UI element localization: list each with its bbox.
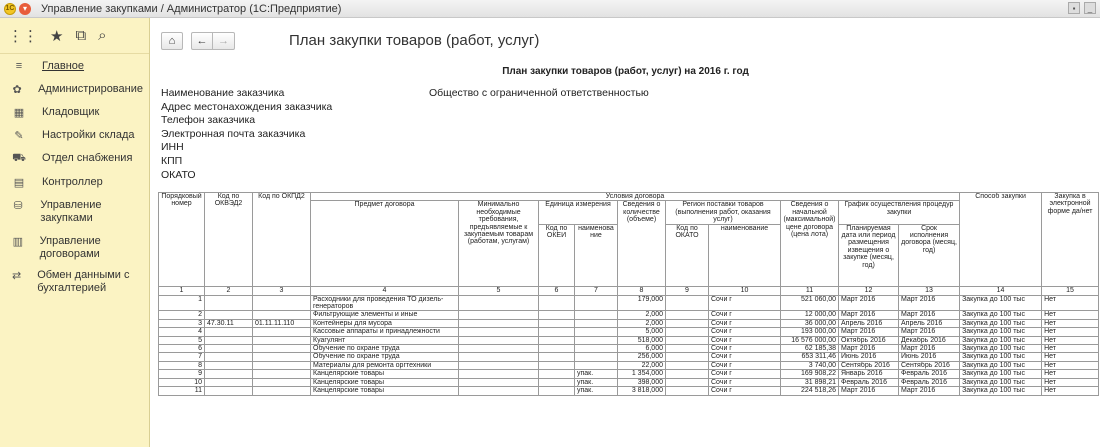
sidebar-item-label: Главное [42,60,85,72]
table-cell[interactable] [253,361,311,369]
sidebar-item[interactable] [0,60,149,73]
sidebar-item[interactable] [0,176,149,189]
back-button[interactable] [191,32,213,50]
table-cell[interactable]: Обучение по охране труда [311,345,459,353]
table-cell[interactable] [253,387,311,395]
table-cell[interactable]: Нет [1042,387,1099,395]
table-cell[interactable]: 01.11.11.110 [253,319,311,327]
document-title: План закупки товаров (работ, услуг) на 2016 г. год [502,66,749,77]
table-row[interactable] [159,345,1099,353]
table-cell[interactable]: 653 311,46 [781,353,839,361]
col-header-unit-name: наименова ние [575,224,618,286]
column-number: 5 [459,286,539,295]
customer-name-value: Общество с ограниченной ответственностью [429,87,649,99]
table-cell[interactable]: Февраль 2016 [899,378,960,386]
table-cell[interactable]: 1 354,000 [618,370,666,378]
table-row[interactable] [159,295,1099,311]
table-cell[interactable]: Нет [1042,361,1099,369]
sidebar-item[interactable] [0,269,149,295]
table-cell[interactable] [459,378,539,386]
arrow-left-icon: ← [196,35,208,47]
table-cell[interactable]: Кассовые аппараты и принадлежности [311,328,459,336]
col-header-okved: Код по ОКВЭД2 [205,193,253,287]
table-cell[interactable] [253,378,311,386]
table-cell[interactable]: 22,000 [618,361,666,369]
table-cell[interactable] [666,295,709,311]
col-header-planned: Планируемая дата или период размещения извещения о закупке (месяц, год) [839,224,899,286]
column-number: 13 [899,286,960,295]
table-cell[interactable]: 169 908,22 [781,370,839,378]
table-cell[interactable]: Сочи г [709,295,781,311]
main-content [151,18,1100,447]
table-cell[interactable]: 31 898,21 [781,378,839,386]
table-cell[interactable] [253,336,311,344]
calc-icon: ▤ [13,177,25,189]
customer-field-label: Адрес местонахождения заказчика [161,100,333,113]
home-button[interactable] [161,32,183,50]
purchase-plan-table [158,192,1099,396]
table-cell[interactable]: Сентябрь 2016 [839,361,899,369]
table-cell[interactable]: 10 [159,378,205,386]
table-cell[interactable]: 2,000 [618,311,666,319]
table-cell[interactable]: Сочи г [709,345,781,353]
table-cell[interactable]: упак. [575,387,618,395]
col-header-okato: Код по ОКАТО [666,224,709,286]
table-cell[interactable]: Закупка до 100 тыс [960,345,1042,353]
col-header-unit-code: Код по ОКЕИ [539,224,575,286]
table-cell[interactable] [666,345,709,353]
sidebar-item-label: Кладовщик [42,106,100,118]
table-cell[interactable] [539,345,575,353]
sidebar-toolbar [0,18,149,54]
col-header-subject: Предмет договора [311,201,459,286]
table-cell[interactable] [666,378,709,386]
table-cell[interactable]: Март 2016 [839,311,899,319]
table-cell[interactable]: Июнь 2016 [899,353,960,361]
col-header-method: Способ закупки [960,193,1042,287]
table-cell[interactable]: 518,000 [618,336,666,344]
column-number: 8 [618,286,666,295]
customer-field-label: Наименование заказчика [161,87,285,99]
col-header-unit: Единица измерения [539,201,618,224]
column-number: 10 [709,286,781,295]
table-cell[interactable] [575,311,618,319]
customer-field-label: ОКАТО [161,168,196,181]
minimize-icon[interactable]: _ [1084,2,1096,14]
table-cell[interactable]: 47.30.11 [205,319,253,327]
table-cell[interactable] [459,361,539,369]
table-cell[interactable] [539,311,575,319]
table-cell[interactable]: упак. [575,370,618,378]
table-cell[interactable]: Февраль 2016 [839,378,899,386]
table-cell[interactable]: 12 000,00 [781,311,839,319]
table-row[interactable] [159,387,1099,395]
table-cell[interactable]: Нет [1042,295,1099,311]
col-header-schedule: График осуществления процедур закупки [839,201,960,224]
table-cell[interactable] [205,345,253,353]
table-row[interactable] [159,319,1099,327]
column-number: 15 [1042,286,1099,295]
table-cell[interactable] [205,387,253,395]
table-row[interactable] [159,353,1099,361]
table-cell[interactable] [575,353,618,361]
table-cell[interactable]: Канцелярские товары [311,387,459,395]
exchange-icon: ⇄ [12,270,22,282]
table-cell[interactable]: Сочи г [709,336,781,344]
sidebar-item-label: Администрирование [38,83,143,95]
table-cell[interactable]: Фильтрующие элементы и иные [311,311,459,319]
table-cell[interactable]: Сочи г [709,319,781,327]
table-cell[interactable]: 193 000,00 [781,328,839,336]
gear-icon: ✿ [12,84,22,96]
sidebar-item-label: Обмен данными с бухгалтерией [37,269,130,294]
table-cell[interactable] [459,319,539,327]
sidebar-item-label: Управление договорами [39,235,101,260]
table-row[interactable] [159,328,1099,336]
table-cell[interactable] [253,328,311,336]
column-number: 14 [960,286,1042,295]
apps-grid-icon[interactable]: ⋮⋮ [8,27,38,45]
table-cell[interactable] [459,370,539,378]
customer-field-label: ИНН [161,141,184,154]
col-header-electronic: Закупка в электронной форме да/нет [1042,193,1099,287]
sidebar-item[interactable] [0,106,149,119]
table-cell[interactable]: Закупка до 100 тыс [960,328,1042,336]
sidebar-item-label: Контроллер [42,176,103,188]
window-titlebar [0,0,1100,18]
col-header-requirements: Минимально необходимые требования, предъявляемые к закупаемым товарам (работам, услугам) [459,201,539,286]
favorites-star-icon[interactable]: ★ [50,27,64,45]
table-cell[interactable]: Нет [1042,311,1099,319]
column-number: 2 [205,286,253,295]
table-cell[interactable]: Закупка до 100 тыс [960,336,1042,344]
list-icon: ≡ [15,60,23,72]
table-row[interactable] [159,336,1099,344]
table-cell[interactable] [575,361,618,369]
table-cell[interactable]: Нет [1042,319,1099,327]
table-cell[interactable] [459,311,539,319]
save-icon[interactable]: ▪ [1068,2,1080,14]
column-number: 6 [539,286,575,295]
sidebar-item[interactable] [0,199,149,225]
table-cell[interactable]: Закупка до 100 тыс [960,319,1042,327]
table-cell[interactable]: Март 2016 [839,295,899,311]
table-cell[interactable]: 9 [159,370,205,378]
table-cell[interactable] [666,361,709,369]
table-cell[interactable] [575,345,618,353]
table-row[interactable] [159,361,1099,369]
table-cell[interactable]: Закупка до 100 тыс [960,387,1042,395]
col-header-okpd: Код по ОКПД2 [253,193,311,287]
customer-field-label: Телефон заказчика [161,114,256,127]
grid-icon: ▦ [13,107,25,119]
table-row[interactable] [159,378,1099,386]
table-cell[interactable]: 16 576 000,00 [781,336,839,344]
table-cell[interactable]: 5,000 [618,328,666,336]
table-cell[interactable] [205,311,253,319]
table-cell[interactable]: 7 [159,353,205,361]
col-header-quantity: Сведения о количестве (объеме) [618,201,666,286]
table-cell[interactable]: 8 [159,361,205,369]
table-cell[interactable] [253,370,311,378]
table-cell[interactable]: 398,000 [618,378,666,386]
column-number: 11 [781,286,839,295]
table-cell[interactable]: 1 [159,295,205,311]
table-cell[interactable]: Сочи г [709,378,781,386]
table-cell[interactable]: Расходники для проведения ТО дизель-генераторов [311,295,459,311]
table-cell[interactable]: 3 740,00 [781,361,839,369]
main-menu-icon[interactable]: ▾ [19,3,31,15]
sidebar-item[interactable] [0,235,149,261]
table-cell[interactable]: 179,000 [618,295,666,311]
table-cell[interactable]: Март 2016 [839,328,899,336]
table-row[interactable] [159,311,1099,319]
table-cell[interactable]: Канцелярские товары [311,370,459,378]
col-header-conditions: Условия договора [311,193,960,201]
arrow-right-icon: → [218,35,229,47]
customer-field-label: Электронная почта заказчика [161,127,306,140]
table-cell[interactable]: Сочи г [709,353,781,361]
table-cell[interactable]: Июнь 2016 [839,353,899,361]
col-header-region: Регион поставки товаров (выполнения работ, оказания услуг) [666,201,781,224]
table-cell[interactable] [539,336,575,344]
table-cell[interactable] [666,336,709,344]
table-cell[interactable]: Куагулянт [311,336,459,344]
column-number: 3 [253,286,311,295]
sections-panel [0,18,150,447]
table-cell[interactable]: Март 2016 [899,295,960,311]
table-cell[interactable] [205,378,253,386]
cart-icon: ⛟ [12,152,26,164]
table-cell[interactable]: 6,000 [618,345,666,353]
sidebar-item[interactable] [0,83,149,96]
table-cell[interactable] [253,295,311,311]
table-cell[interactable] [253,311,311,319]
table-cell[interactable]: Нет [1042,378,1099,386]
table-cell[interactable] [205,328,253,336]
table-cell[interactable] [459,387,539,395]
column-number: 1 [159,286,205,295]
table-cell[interactable]: Сочи г [709,328,781,336]
table-cell[interactable]: Обучение по охране труда [311,353,459,361]
table-cell[interactable] [575,336,618,344]
table-cell[interactable] [575,295,618,311]
table-cell[interactable]: Материалы для ремонта оргтехники [311,361,459,369]
table-cell[interactable] [666,353,709,361]
table-cell[interactable]: 36 000,00 [781,319,839,327]
column-number: 7 [575,286,618,295]
basket-icon: ⛁ [13,200,23,212]
table-cell[interactable]: 62 185,38 [781,345,839,353]
table-cell[interactable]: Сочи г [709,361,781,369]
table-cell[interactable]: 224 518,26 [781,387,839,395]
col-header-price: Сведения о начальной (максимальной) цене договора (цена лота) [781,201,839,286]
table-cell[interactable]: Закупка до 100 тыс [960,370,1042,378]
table-cell[interactable]: Сочи г [709,387,781,395]
table-cell[interactable] [666,370,709,378]
app-logo-icon[interactable]: 1С [4,3,16,15]
history-icon[interactable]: ⧉ [75,27,87,44]
table-cell[interactable]: 5 [159,336,205,344]
table-cell[interactable]: 3 818,000 [618,387,666,395]
table-cell[interactable]: Сочи г [709,370,781,378]
sidebar-item-label: Настройки склада [42,129,135,141]
table-cell[interactable]: Нет [1042,336,1099,344]
table-cell[interactable]: Закупка до 100 тыс [960,353,1042,361]
docs-icon: ▥ [12,236,24,248]
table-cell[interactable]: Октябрь 2016 [839,336,899,344]
table-cell[interactable] [666,328,709,336]
table-cell[interactable]: 2,000 [618,319,666,327]
table-cell[interactable]: Нет [1042,370,1099,378]
table-cell[interactable]: Январь 2016 [839,370,899,378]
table-cell[interactable]: Февраль 2016 [899,370,960,378]
search-icon[interactable]: ⌕ [98,27,107,44]
table-cell[interactable] [205,361,253,369]
window-title: Управление закупками / Администратор (1С:Предприятие) [41,2,342,15]
column-number: 12 [839,286,899,295]
table-cell[interactable] [205,295,253,311]
table-cell[interactable] [539,328,575,336]
table-cell[interactable] [205,336,253,344]
table-cell[interactable] [539,387,575,395]
table-cell[interactable]: упак. [575,378,618,386]
table-cell[interactable]: Декабрь 2016 [899,336,960,344]
table-cell[interactable]: 256,000 [618,353,666,361]
column-number-row [159,286,1099,295]
table-cell[interactable]: Март 2016 [839,387,899,395]
table-cell[interactable]: 4 [159,328,205,336]
table-cell[interactable]: Март 2016 [899,345,960,353]
table-cell[interactable]: Апрель 2016 [899,319,960,327]
table-cell[interactable] [459,345,539,353]
table-cell[interactable] [539,378,575,386]
nav-toolbar [161,32,235,50]
table-cell[interactable] [459,295,539,311]
table-cell[interactable]: 3 [159,319,205,327]
table-cell[interactable]: Март 2016 [839,345,899,353]
forward-button[interactable] [213,32,235,50]
table-cell[interactable]: 2 [159,311,205,319]
table-row[interactable] [159,370,1099,378]
table-cell[interactable] [539,319,575,327]
col-header-num: Порядковый номер [159,193,205,287]
table-cell[interactable]: 11 [159,387,205,395]
table-cell[interactable] [253,353,311,361]
table-cell[interactable] [539,353,575,361]
table-cell[interactable] [666,319,709,327]
table-cell[interactable]: Нет [1042,345,1099,353]
table-cell[interactable]: Апрель 2016 [839,319,899,327]
table-cell[interactable] [459,328,539,336]
customer-field-label: КПП [161,154,183,167]
table-cell[interactable]: 521 060,00 [781,295,839,311]
table-cell[interactable]: Закупка до 100 тыс [960,361,1042,369]
table-cell[interactable]: Закупка до 100 тыс [960,378,1042,386]
table-cell[interactable]: Контейнеры для мусора [311,319,459,327]
sidebar-item-label: Управление закупками [40,199,102,224]
sidebar-item[interactable] [0,152,149,166]
table-cell[interactable] [539,370,575,378]
table-cell[interactable] [539,361,575,369]
table-cell[interactable]: Март 2016 [899,387,960,395]
sidebar-item[interactable] [0,129,149,142]
wrench-icon: ✎ [14,130,24,142]
col-header-term: Срок исполнения договора (месяц, год) [899,224,960,286]
table-cell[interactable]: Март 2016 [899,311,960,319]
table-cell[interactable]: Закупка до 100 тыс [960,295,1042,311]
column-number: 9 [666,286,709,295]
table-cell[interactable] [459,353,539,361]
table-cell[interactable]: 6 [159,345,205,353]
table-cell[interactable] [253,345,311,353]
home-icon: ⌂ [168,35,176,47]
page-title: План закупки товаров (работ, услуг) [289,32,540,49]
table-cell[interactable]: Март 2016 [899,328,960,336]
table-cell[interactable]: Сентябрь 2016 [899,361,960,369]
table-cell[interactable]: Нет [1042,328,1099,336]
col-header-region-name: наименование [709,224,781,286]
table-cell[interactable]: Сочи г [709,311,781,319]
table-cell[interactable] [575,328,618,336]
customer-fields [161,87,332,182]
table-cell[interactable] [539,295,575,311]
table-cell[interactable]: Канцелярские товары [311,378,459,386]
table-cell[interactable]: Нет [1042,353,1099,361]
table-cell[interactable]: Закупка до 100 тыс [960,311,1042,319]
table-cell[interactable] [666,387,709,395]
table-cell[interactable] [575,319,618,327]
table-cell[interactable] [205,370,253,378]
table-cell[interactable] [666,311,709,319]
table-cell[interactable] [459,336,539,344]
table-cell[interactable] [205,353,253,361]
column-number: 4 [311,286,459,295]
sidebar-item-label: Отдел снабжения [42,152,133,164]
